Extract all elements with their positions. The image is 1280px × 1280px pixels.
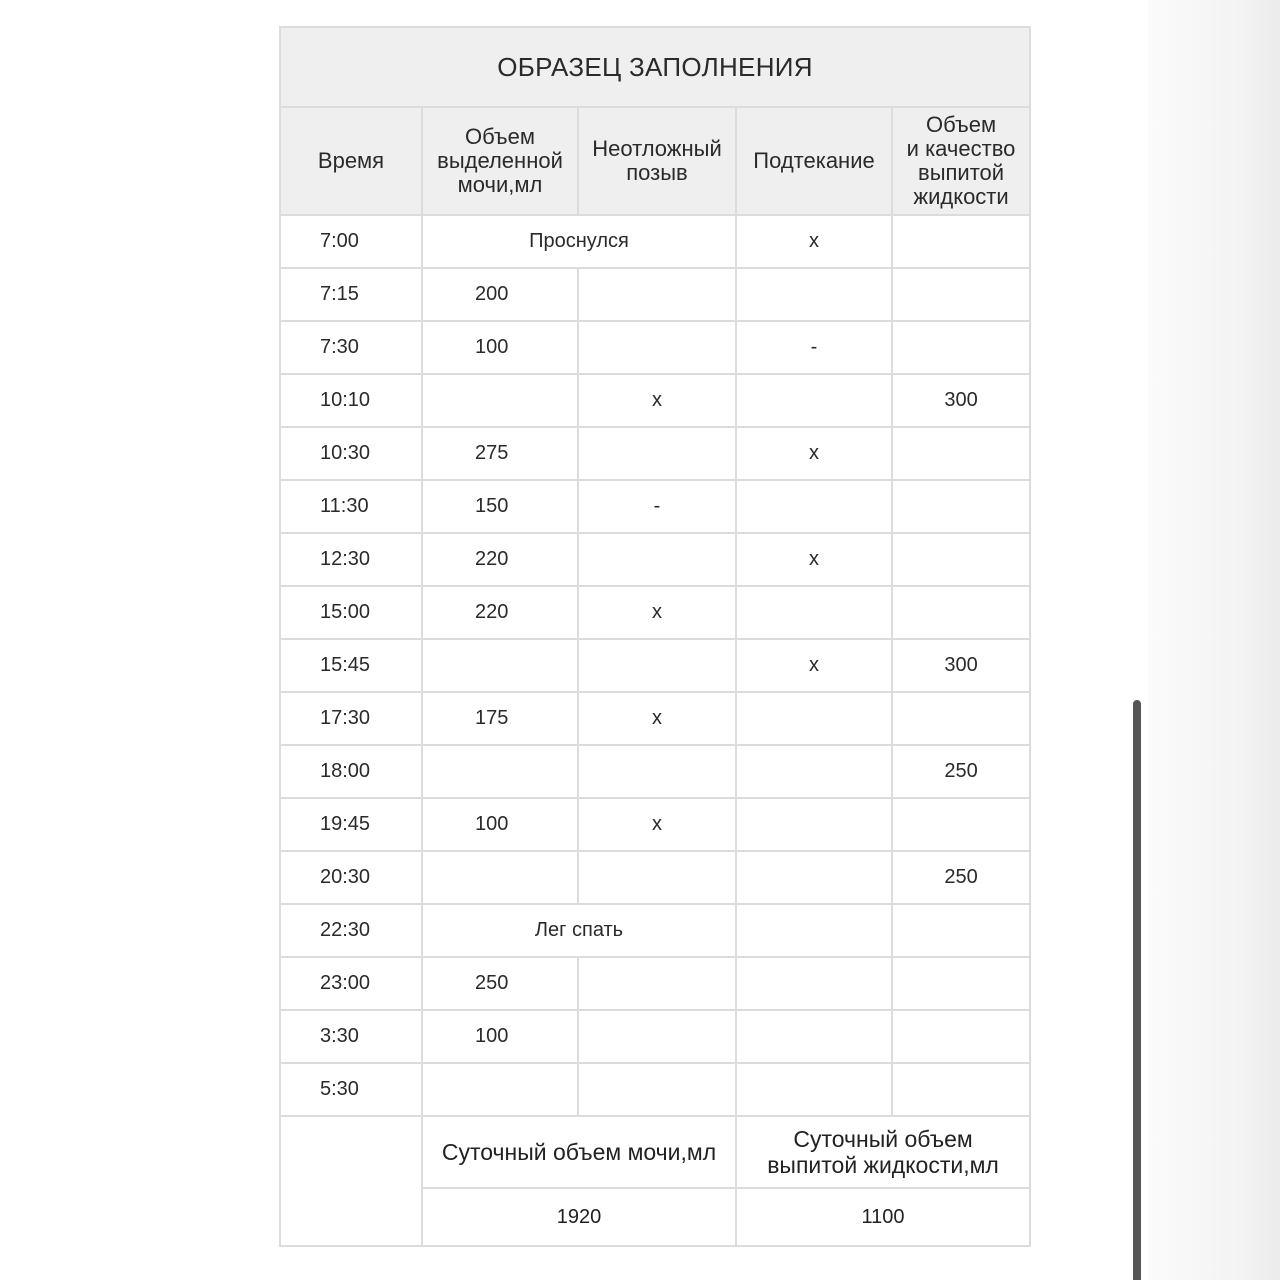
table-row (280, 374, 1030, 427)
table-row (280, 1063, 1030, 1116)
table-row (280, 1010, 1030, 1063)
fluid-cell (892, 957, 1030, 1010)
fluid-cell (892, 798, 1030, 851)
table-row (280, 851, 1030, 904)
note-cell: Проснулся (422, 215, 736, 268)
urine-volume-cell: 100 (422, 321, 578, 374)
time-cell: 23:00 (280, 957, 422, 1010)
urgent-cell (578, 851, 736, 904)
summary-label-row (280, 1116, 1030, 1188)
time-cell: 19:45 (280, 798, 422, 851)
urine-volume-cell (422, 1063, 578, 1116)
urine-volume-cell (422, 745, 578, 798)
urine-volume-cell (422, 851, 578, 904)
leak-cell (736, 1063, 892, 1116)
fluid-total-value: 1100 (736, 1188, 1030, 1246)
leak-cell: x (736, 533, 892, 586)
fluid-cell: 300 (892, 374, 1030, 427)
leak-cell (736, 957, 892, 1010)
table-row (280, 268, 1030, 321)
leak-cell (736, 851, 892, 904)
header-leak: Подтекание (736, 107, 892, 215)
urine-volume-cell (422, 639, 578, 692)
leak-cell (736, 798, 892, 851)
leak-cell (736, 480, 892, 533)
header-row (280, 107, 1030, 215)
urgent-cell: x (578, 798, 736, 851)
table-row (280, 904, 1030, 957)
leak-cell: x (736, 427, 892, 480)
fluid-cell (892, 1063, 1030, 1116)
leak-cell (736, 745, 892, 798)
leak-cell (736, 904, 892, 957)
urgent-cell: - (578, 480, 736, 533)
urine-volume-cell: 220 (422, 533, 578, 586)
time-cell: 10:10 (280, 374, 422, 427)
fluid-cell (892, 480, 1030, 533)
urgent-cell (578, 1010, 736, 1063)
fluid-total-label: Суточный объем выпитой жидкости,мл (736, 1116, 1030, 1188)
leak-cell (736, 268, 892, 321)
time-cell: 10:30 (280, 427, 422, 480)
time-cell: 3:30 (280, 1010, 422, 1063)
urine-total-label: Суточный объем мочи,мл (422, 1116, 736, 1188)
urine-volume-cell: 200 (422, 268, 578, 321)
urine-volume-cell (422, 374, 578, 427)
note-cell: Лег спать (422, 904, 736, 957)
fluid-cell (892, 1010, 1030, 1063)
leak-cell: x (736, 215, 892, 268)
fluid-cell (892, 904, 1030, 957)
urgent-cell: x (578, 586, 736, 639)
fluid-cell (892, 321, 1030, 374)
urine-volume-cell: 275 (422, 427, 578, 480)
leak-cell (736, 1010, 892, 1063)
fluid-cell: 300 (892, 639, 1030, 692)
urgent-cell (578, 1063, 736, 1116)
fluid-cell: 250 (892, 745, 1030, 798)
leak-cell: x (736, 639, 892, 692)
time-cell: 12:30 (280, 533, 422, 586)
leak-cell: - (736, 321, 892, 374)
table-body (280, 215, 1030, 1116)
fluid-cell (892, 533, 1030, 586)
urgent-cell: x (578, 692, 736, 745)
table-row (280, 427, 1030, 480)
fluid-cell (892, 427, 1030, 480)
time-cell: 18:00 (280, 745, 422, 798)
table-row (280, 798, 1030, 851)
time-cell: 15:00 (280, 586, 422, 639)
time-cell: 15:45 (280, 639, 422, 692)
table-title: ОБРАЗЕЦ ЗАПОЛНЕНИЯ (280, 27, 1030, 107)
urgent-cell (578, 321, 736, 374)
sample-diary-table (279, 26, 1031, 1247)
summary-blank-cell (280, 1116, 422, 1246)
leak-cell (736, 692, 892, 745)
leak-cell (736, 374, 892, 427)
header-urine-volume: Объем выделенной мочи,мл (422, 107, 578, 215)
table-row (280, 480, 1030, 533)
fluid-cell (892, 692, 1030, 745)
table-row (280, 957, 1030, 1010)
urgent-cell (578, 427, 736, 480)
scrollbar-thumb[interactable] (1133, 700, 1141, 1280)
urgent-cell (578, 957, 736, 1010)
urgent-cell: x (578, 374, 736, 427)
header-fluid: Объем и качество выпитой жидкости (892, 107, 1030, 215)
time-cell: 7:15 (280, 268, 422, 321)
table-row (280, 321, 1030, 374)
urine-volume-cell: 100 (422, 798, 578, 851)
urine-volume-cell: 250 (422, 957, 578, 1010)
urgent-cell (578, 745, 736, 798)
time-cell: 20:30 (280, 851, 422, 904)
time-cell: 7:00 (280, 215, 422, 268)
urine-volume-cell: 220 (422, 586, 578, 639)
fluid-cell: 250 (892, 851, 1030, 904)
urine-volume-cell: 175 (422, 692, 578, 745)
table-row (280, 692, 1030, 745)
urine-total-value: 1920 (422, 1188, 736, 1246)
table-row (280, 215, 1030, 268)
leak-cell (736, 586, 892, 639)
urgent-cell (578, 268, 736, 321)
fluid-cell (892, 268, 1030, 321)
urgent-cell (578, 639, 736, 692)
time-cell: 11:30 (280, 480, 422, 533)
time-cell: 5:30 (280, 1063, 422, 1116)
time-cell: 17:30 (280, 692, 422, 745)
urine-volume-cell: 100 (422, 1010, 578, 1063)
header-time: Время (280, 107, 422, 215)
urine-volume-cell: 150 (422, 480, 578, 533)
table-row (280, 745, 1030, 798)
time-cell: 7:30 (280, 321, 422, 374)
fluid-cell (892, 586, 1030, 639)
header-urgent: Неотложный позыв (578, 107, 736, 215)
urgent-cell (578, 533, 736, 586)
table-row (280, 586, 1030, 639)
table-row (280, 639, 1030, 692)
fluid-cell (892, 215, 1030, 268)
time-cell: 22:30 (280, 904, 422, 957)
side-panel (1148, 0, 1280, 1280)
table-row (280, 533, 1030, 586)
